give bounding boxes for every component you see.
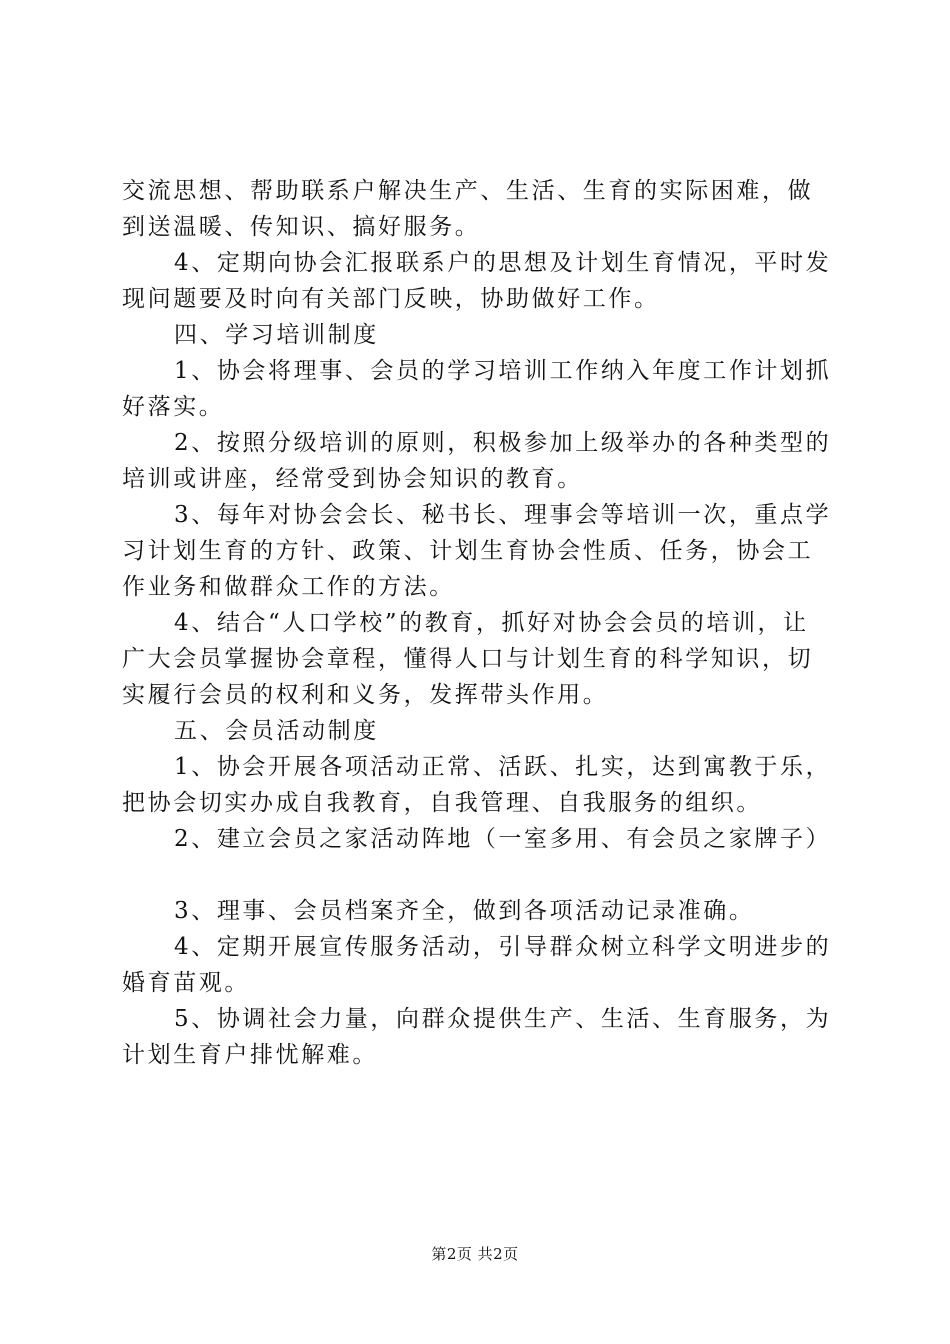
paragraph-start: 5、协调社会力量，向群众提供生产、生活、生育服务，为 <box>174 1006 832 1032</box>
section-heading: 五、会员活动制度 <box>174 718 379 744</box>
text-line: 习计划生育的方针、政策、计划生育协会性质、任务，协会工 <box>122 538 814 564</box>
paragraph-start: 4、定期向协会汇报联系户的思想及计划生育情况，平时发 <box>174 250 832 276</box>
text-line: 实履行会员的权利和义务，发挥带头作用。 <box>122 682 609 708</box>
text-line: 现问题要及时向有关部门反映，协助做好工作。 <box>122 286 660 312</box>
paragraph-start: 1、协会开展各项活动正常、活跃、扎实，达到寓教于乐， <box>174 754 832 780</box>
text-line: 作业务和做群众工作的方法。 <box>122 574 455 600</box>
paragraph-start: 4、定期开展宣传服务活动，引导群众树立科学文明进步的 <box>174 934 832 960</box>
paragraph-start: 2、建立会员之家活动阵地（一室多用、有会员之家牌子） <box>174 826 832 852</box>
page-number-footer: 第2页 共2页 <box>431 1245 519 1263</box>
section-heading: 四、学习培训制度 <box>174 322 379 348</box>
paragraph-start: 2、按照分级培训的原则，积极参加上级举办的各种类型的 <box>174 430 832 456</box>
text-line: 计划生育户排忧解难。 <box>122 1042 378 1068</box>
document-body <box>122 173 832 1073</box>
text-line: 把协会切实办成自我教育，自我管理、自我服务的组织。 <box>122 790 762 816</box>
text-line: 交流思想、帮助联系户解决生产、生活、生育的实际困难，做 <box>122 178 814 204</box>
paragraph-start: 3、每年对协会会长、秘书长、理事会等培训一次，重点学 <box>174 502 832 528</box>
text-line: 到送温暖、传知识、搞好服务。 <box>122 214 481 240</box>
paragraph-start: 3、理事、会员档案齐全，做到各项活动记录准确。 <box>174 898 755 924</box>
text-line: 培训或讲座，经常受到协会知识的教育。 <box>122 466 583 492</box>
text-line: 好落实。 <box>122 394 225 420</box>
text-line: 广大会员掌握协会章程，懂得人口与计划生育的科学知识，切 <box>122 646 814 672</box>
paragraph-start: 4、结合“人口学校”的教育，抓好对协会会员的培训，让 <box>174 610 809 636</box>
paragraph-start: 1、协会将理事、会员的学习培训工作纳入年度工作计划抓 <box>174 358 832 384</box>
blank-line <box>122 857 832 893</box>
text-line: 婚育苗观。 <box>122 970 250 996</box>
